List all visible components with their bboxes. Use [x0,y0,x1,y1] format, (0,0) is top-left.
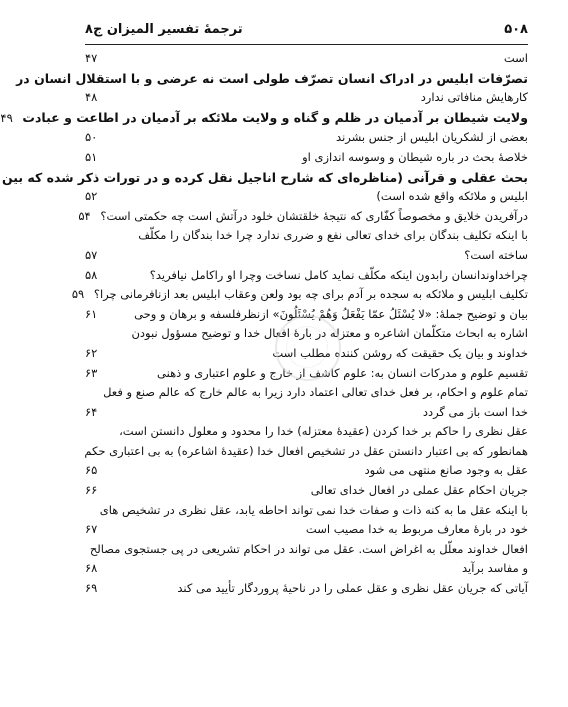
toc-page-number: ۶۲ [85,345,98,360]
toc-page-number: ۶۴ [85,404,98,419]
toc-entry [71,285,528,305]
page-number: ۵۰۸ [504,21,528,37]
toc-entry-text: با اینکه تکلیف بندگان برای خدای تعالی نفع و ضرری ندارد چرا خدا بندگان را مکلّف [138,228,528,243]
toc-entry-text: است [503,51,528,65]
toc-entry-text: اشاره به ابحاث متکلّمان اشاعره و معتزله در بارهٔ افعال خدا و توضیح مسؤول نبودن [131,326,528,341]
toc-page-number: ۶۷ [85,522,98,537]
toc-page-number: ۶۳ [85,365,98,380]
toc-entry-text: تمام علوم و احکام، بر فعل خدای تعالی اعتماد دارد زیرا به عالم خارج که عالم صنع و فعل [103,385,528,400]
toc-entry [85,226,528,246]
toc-page-number: ۶۸ [85,561,98,576]
toc-entry [85,148,528,168]
toc-entry [85,266,528,286]
toc-entry [85,579,528,599]
toc-entry [85,128,528,148]
toc-entry-text: خدا است باز می گردد [422,404,528,419]
toc-entry-text: جریان احکام عقل عملی در افعال خدای تعالی [310,483,528,498]
running-title: ترجمهٔ تفسیر المیزان ج۸ [85,21,243,37]
toc-entry [85,442,528,462]
toc-page-number: ۶۵ [85,463,98,478]
toc-entry [78,207,528,227]
toc-entry [85,481,528,501]
toc-entry-text: ابلیس و ملائکه واقع شده است) [376,189,528,204]
toc-page-number: ۵۱ [85,149,98,164]
toc-page-number: ۵۷ [85,247,98,262]
toc-entry-text: درآفریدن خلایق و مخصوصاً کفّاری که نتیجهٔ خلقتشان خلود درآتش است چه حکمتی است؟ [100,208,528,223]
toc-entry [85,559,528,579]
toc-page-number: ۶۹ [85,581,98,596]
toc-page-number: ۵۹ [71,287,85,302]
toc-entry-text: تصرّفات ابلیس در ادراک انسان تصرّف طولی است نه عرضی و با استقلال انسان در [16,70,528,86]
library-stamp-watermark [275,315,341,381]
toc-entry-text: بیان و توضیح جملهٔ: «لا یُسْئَلُ عمّا یَفْعَلُ وَهُمْ یُسْئَلُونَ» ازنظرفلسفه و برهان و وحی [134,306,528,321]
toc-page-number: ۶۶ [85,483,98,498]
toc-page-number: ۴۷ [85,51,98,65]
toc-entry [85,403,528,423]
toc-entry [85,383,528,403]
toc-page-number: ۴۸ [85,90,98,105]
toc-entry-text: با اینکه عقل ما به کنه ذات و صفات خدا نمی تواند احاطه یابد، عقل نظری در تشخیص های [99,502,528,517]
toc-entry-text: عقل به وجود صانع منتهی می شود [364,463,528,478]
toc-entry-text: بحث عقلی و قرآنی (مناظره‌ای که شارح اناجیل نقل کرده و در تورات ذکر شده که بین [2,169,528,185]
toc-entry-text: خود در بارهٔ معارف مربوط به خدا مصیب است [305,522,528,537]
toc-entry-text: عقل نظری را حاکم بر خدا کردن (عقیدهٔ معتزله) خدا را محدود و معلول دانستن است، [119,424,528,439]
toc-entry-text: تقسیم علوم و مدرکات انسان به: علوم کاشف از خارج و علوم اعتباری و ذهنی [157,365,528,380]
toc-entry-text: افعال خداوند معلّل به اغراض است. عقل می تواند در احکام تشریعی در پی جستجوی مصالح [89,541,528,556]
toc-entry [0,108,528,129]
toc-entry-text: همانطور که بی اعتبار دانستن عقل در تشخیص افعال خدا (عقیدهٔ اشاعره) به بی اعتباری حکم [84,443,528,458]
toc-entry [85,461,528,481]
toc-page-number: ۵۴ [78,208,91,223]
toc-entry [85,246,528,266]
toc-entry-text: خلاصهٔ بحث در باره شیطان و وسوسه اندازی او [302,149,528,164]
toc-entry-text: و مفاسد برآید [462,561,528,576]
toc-entry [85,501,528,521]
toc-entry-text: ساخته است؟ [464,247,528,262]
toc-entry-text: ولایت شیطان بر آدمیان در ظلم و گناه و ولایت ملائکه بر آدمیان در اطاعت و عبادت [22,109,528,125]
toc-entry-text: خداوند و بیان یک حقیقت که روشن کننده مطلب است [272,345,528,360]
toc-entry [85,540,528,560]
toc-entry [85,88,528,108]
header-rule [85,44,528,45]
toc-entry-text: چراخداوندانسان رابدون اینکه مکلّف نماید کامل نساخت وچرا او راکامل نیافرید؟ [149,267,528,282]
toc-page-number: ۵۸ [85,267,98,282]
toc-entry [16,69,528,89]
toc-page-number: ۶۱ [85,306,98,321]
toc-entry [85,49,528,69]
toc-entry-text: بعضی از لشکریان ابلیس از جنس بشرند [336,130,528,145]
toc-entry-text: کارهایش منافاتی ندارد [420,90,528,105]
toc-entry [85,520,528,540]
toc-page-number: ۵۲ [85,189,98,204]
toc-entry [2,168,528,188]
page-header [85,18,528,40]
toc-entry [85,422,528,442]
toc-page-number: ۴۹ [0,110,13,125]
toc-entry-text: آیاتی که جریان عقل نظری و عقل عملی را در ناحیهٔ پروردگار تأیید می کند [177,581,528,596]
toc-entry [85,187,528,207]
toc-entry-text: تکلیف ابلیس و ملائکه به سجده بر آدم برای چه بود ولعن وعقاب ابلیس بعد ازنافرمانی چرا؟ [93,287,528,302]
toc-page-number: ۵۰ [85,130,98,145]
